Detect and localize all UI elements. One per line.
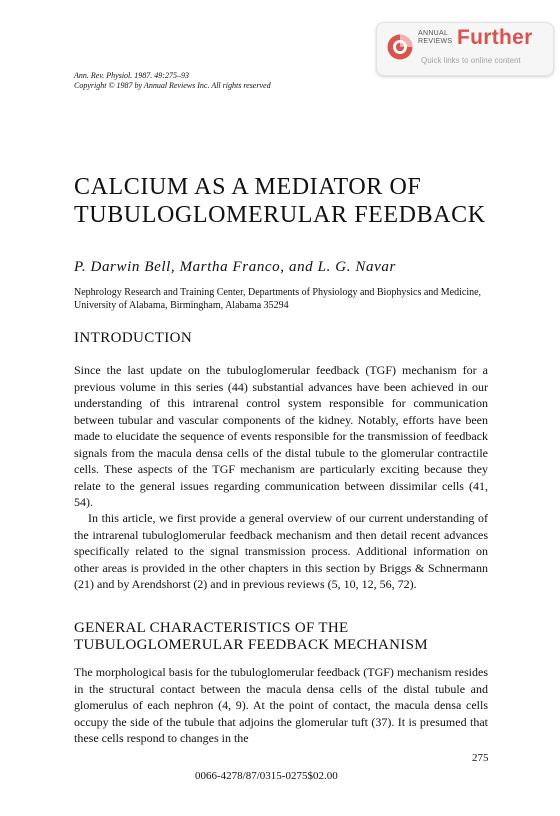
intro-paragraph-2: In this article, we first provide a general overview of our current understanding of the intrarenal tubuloglomerular feedback mechanism and then detail recent advances specifically related to the signal transmission process. Additional information on other areas is provided in the other chapters in this section by Briggs & Schnermann (21) and by Arendshorst (2) and in previous reviews (5, 10, 12, 56, 72). [74,511,488,591]
general-heading-line2: TUBULOGLOMERULAR FEEDBACK MECHANISM [74,637,428,653]
affiliation: Nephrology Research and Training Center, Departments of Physiology and Biophysics and Medicine, University of Alabama, Birmingham, Alabama 35294 [74,287,482,311]
badge-further-label: Further [457,26,533,49]
introduction-heading: INTRODUCTION [74,330,193,346]
annual-reviews-logo-icon [387,34,413,60]
page-number: 275 [472,752,489,764]
journal-info [74,71,271,91]
journal-copyright: Copyright © 1987 by Annual Reviews Inc. All rights reserved [74,81,271,90]
badge-small-text [418,30,452,45]
general-paragraph-1: The morphological basis for the tubuloglomerular feedback (TGF) mechanism resides in the structural contact between the macula densa cells of the distal tubule and glomerulus of each nephron (4, 9). At the point of contact, the macula densa cells occupy the side of the tubule that adjoins the glomerular tuft (37). It is presumed that these cells respond to changes in the [74,665,488,745]
badge-reviews: REVIEWS [418,37,453,45]
badge-annual: ANNUAL [418,30,449,37]
intro-paragraph-1: Since the last update on the tubuloglomerular feedback (TGF) mechanism for a previous volume in this series (44) substantial advances have been achieved in our understanding of this intrarenal control system responsible for communication between tubular and vascular components of the kidney. Notably, efforts have been made to elucidate the sequence of events responsible for the transmission of feedback signals from the macula densa cells of the distal tubule to the glomerular contractile cells. These aspects of the TGF mechanism are particularly exciting because they relate to the general issues regarding communication between dissimilar cells (41, 54). [74,363,488,509]
article-title [74,173,486,229]
authors: P. Darwin Bell, Martha Franco, and L. G. Navar [74,259,396,275]
article-title-line1: CALCIUM AS A MEDIATOR OF [74,174,422,200]
article-title-line2: TUBULOGLOMERULAR FEEDBACK [74,202,486,228]
further-badge[interactable] [376,22,554,76]
general-heading-line1: GENERAL CHARACTERISTICS OF THE [74,620,349,636]
general-characteristics-heading [74,620,514,654]
publication-code: 0066-4278/87/0315-0275$02.00 [195,770,338,782]
journal-citation: Ann. Rev. Physiol. 1987. 49:275–93 [74,71,189,80]
badge-subtitle[interactable]: Quick links to online content [421,56,521,65]
